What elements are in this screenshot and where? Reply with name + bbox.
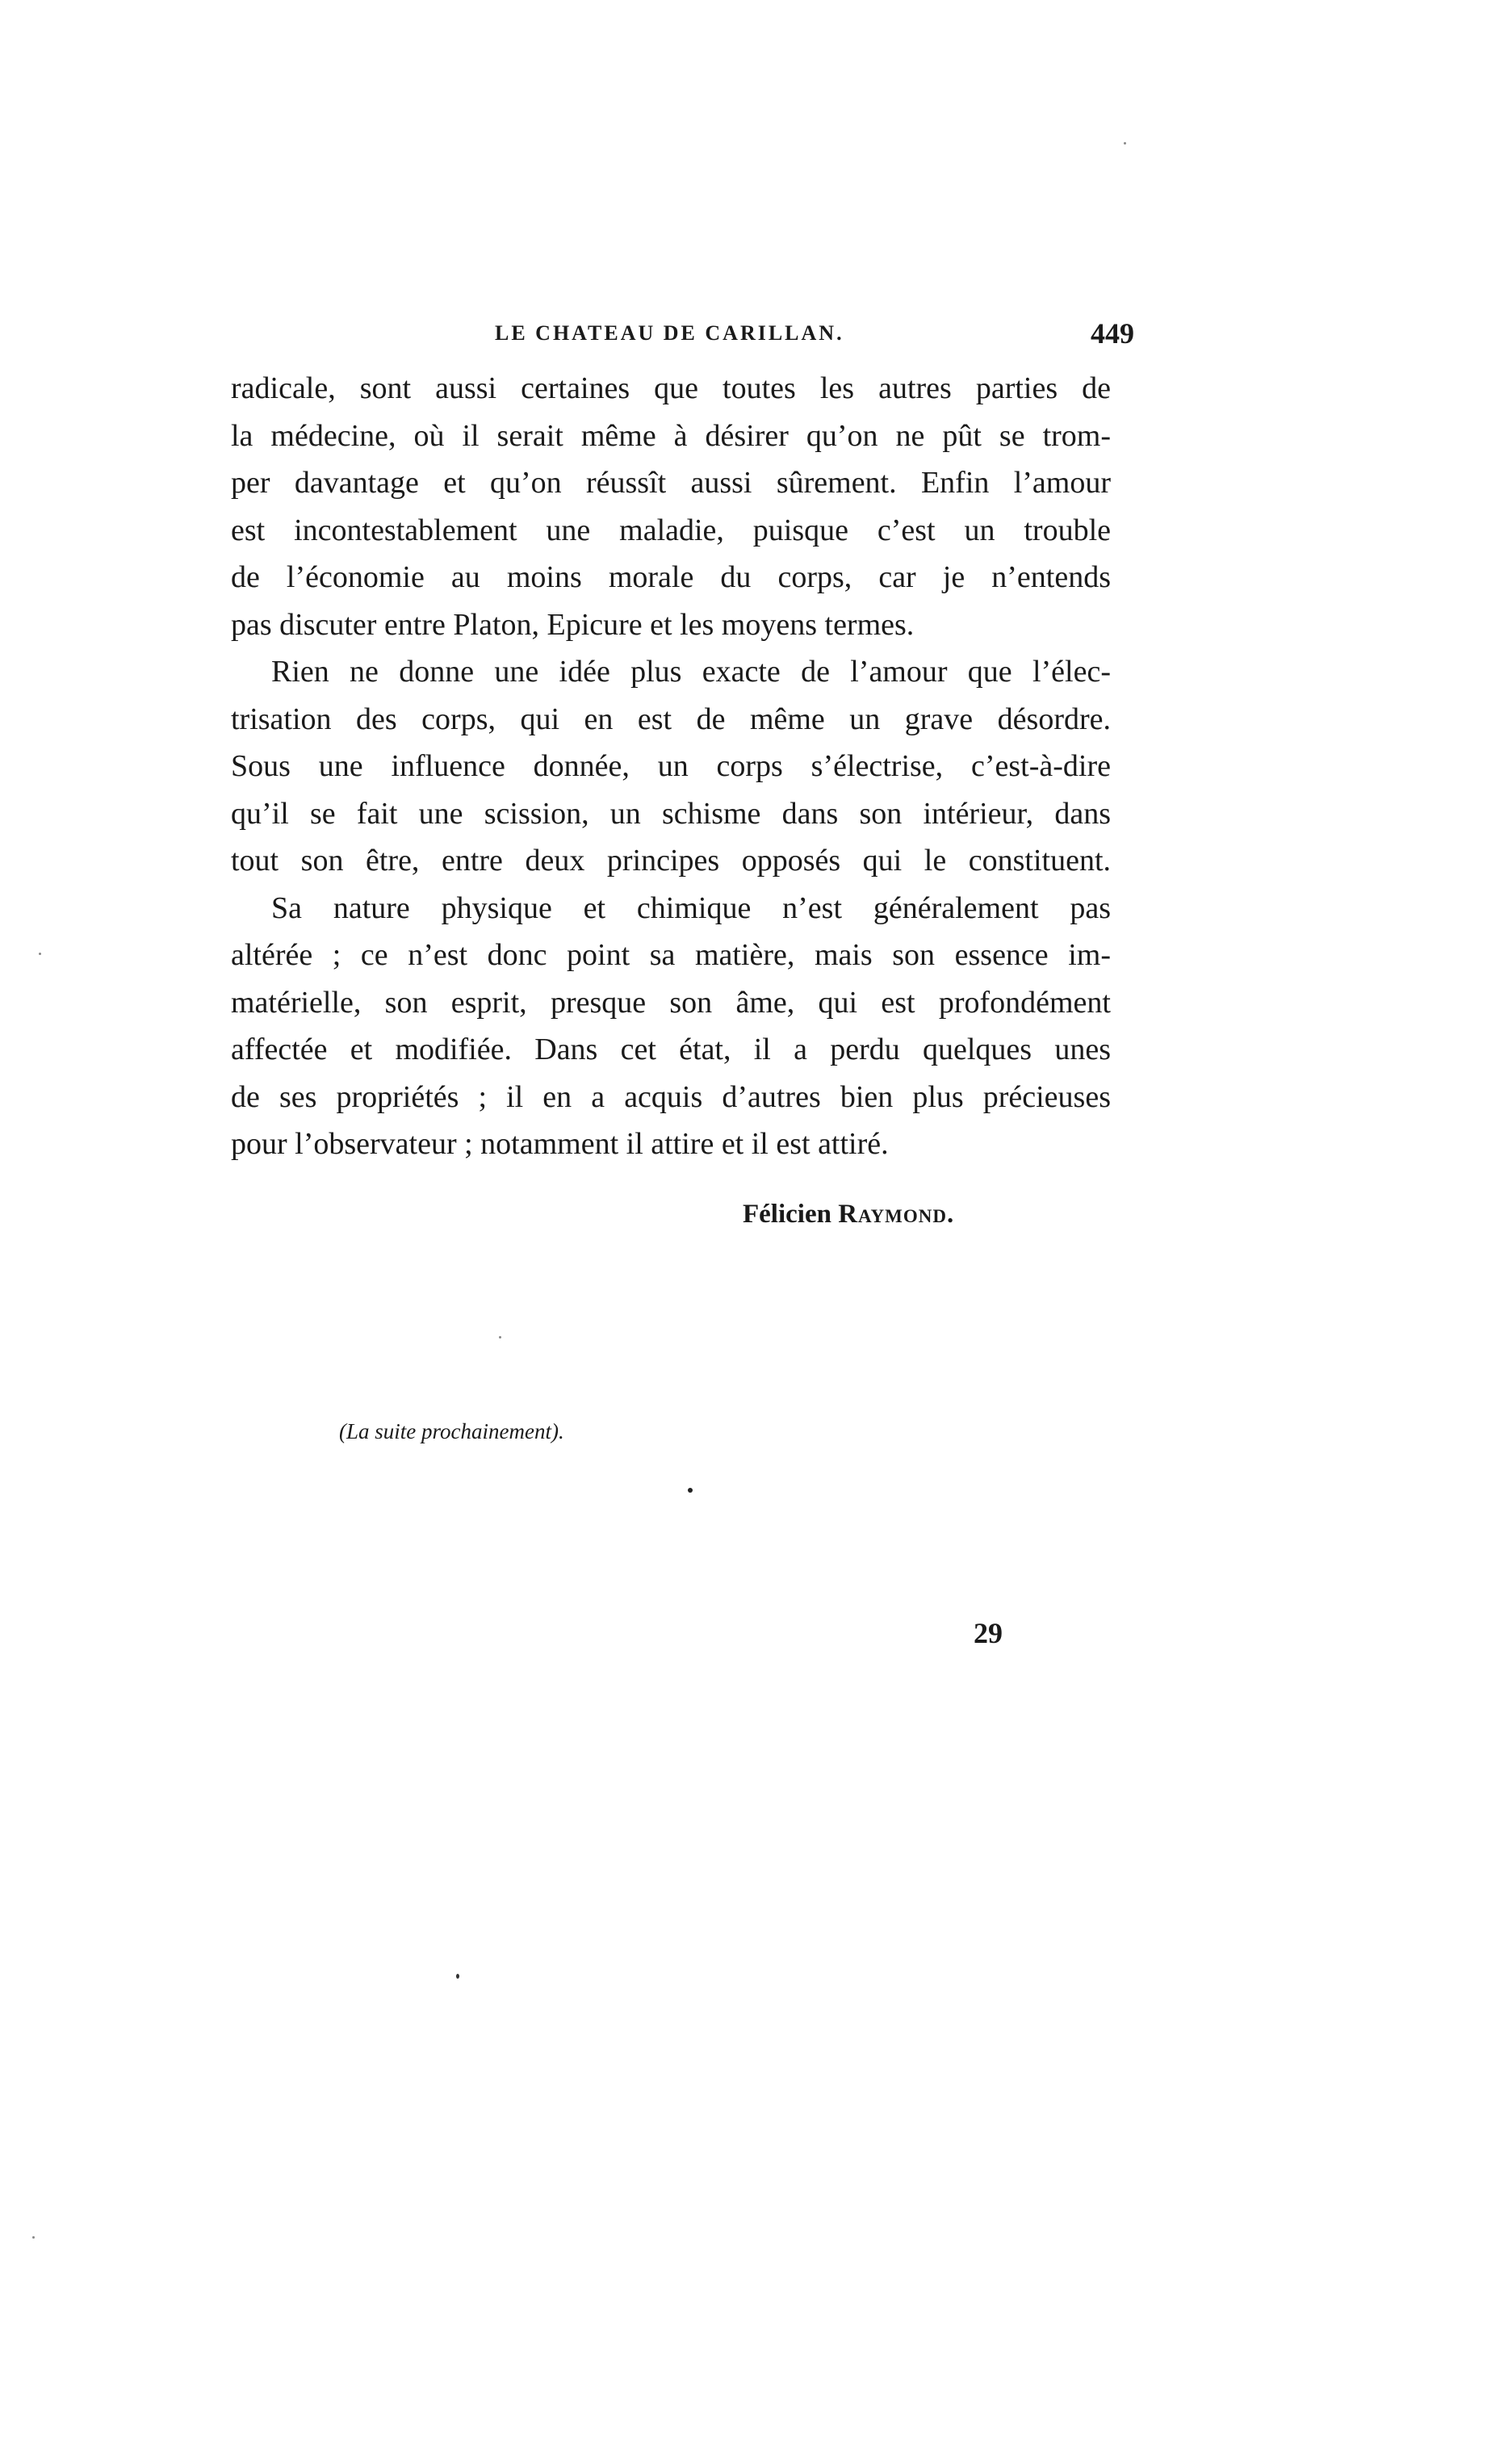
text-line: de l’économie au moins morale du corps, car je n’entends <box>231 560 1111 594</box>
text-line: trisation des corps, qui en est de même un grave désordre. <box>231 702 1111 736</box>
text-line: Sa nature physique et chimique n’est généralement pas <box>271 890 1111 925</box>
scan-speck <box>32 2236 35 2239</box>
text-line: pas discuter entre Platon, Epicure et les moyens termes. <box>231 607 915 642</box>
scan-speck <box>1124 142 1126 145</box>
body-text <box>231 365 1111 1168</box>
signature-mark: 29 <box>974 1617 1003 1649</box>
text-line: est incontestablement une maladie, puisque c’est un trouble <box>231 513 1111 547</box>
text-line: qu’il se fait une scission, un schisme dans son intérieur, dans <box>231 796 1111 831</box>
running-title: LE CHATEAU DE CARILLAN. <box>495 321 844 345</box>
text-line: la médecine, où il serait même à désirer qu’on ne pût se trom- <box>231 418 1111 453</box>
text-line: radicale, sont aussi certaines que toutes les autres parties de <box>231 371 1111 405</box>
text-line: tout son être, entre deux principes opposés qui le constituent. <box>231 844 1111 878</box>
scan-speck <box>456 1974 459 1979</box>
page-number: 449 <box>1091 317 1134 350</box>
text-line: matérielle, son esprit, presque son âme, qui est profondément <box>231 985 1111 1020</box>
author-surname: Raymond. <box>838 1200 955 1229</box>
text-line: pour l’observateur ; notamment il attire et il est attiré. <box>231 1127 889 1161</box>
continued-note: (La suite prochainement). <box>339 1419 564 1443</box>
author-first-name: Félicien <box>743 1200 831 1229</box>
text-line: Rien ne donne une idée plus exacte de l’amour que l’élec- <box>271 655 1111 689</box>
text-line: altérée ; ce n’est donc point sa matière, mais son essence im- <box>231 938 1111 972</box>
text-line: de ses propriétés ; il en a acquis d’autres bien plus précieuses <box>231 1079 1111 1114</box>
text-line: Sous une influence donnée, un corps s’électrise, c’est-à-dire <box>231 749 1111 783</box>
running-head <box>226 316 1134 349</box>
scan-speck <box>688 1488 693 1493</box>
author-signature <box>743 1200 954 1230</box>
scan-speck <box>39 953 41 955</box>
text-line: affectée et modifiée. Dans cet état, il a perdu quelques unes <box>231 1033 1111 1066</box>
text-line: per davantage et qu’on réussît aussi sûrement. Enfin l’amour <box>231 466 1111 500</box>
scan-speck <box>499 1336 501 1338</box>
